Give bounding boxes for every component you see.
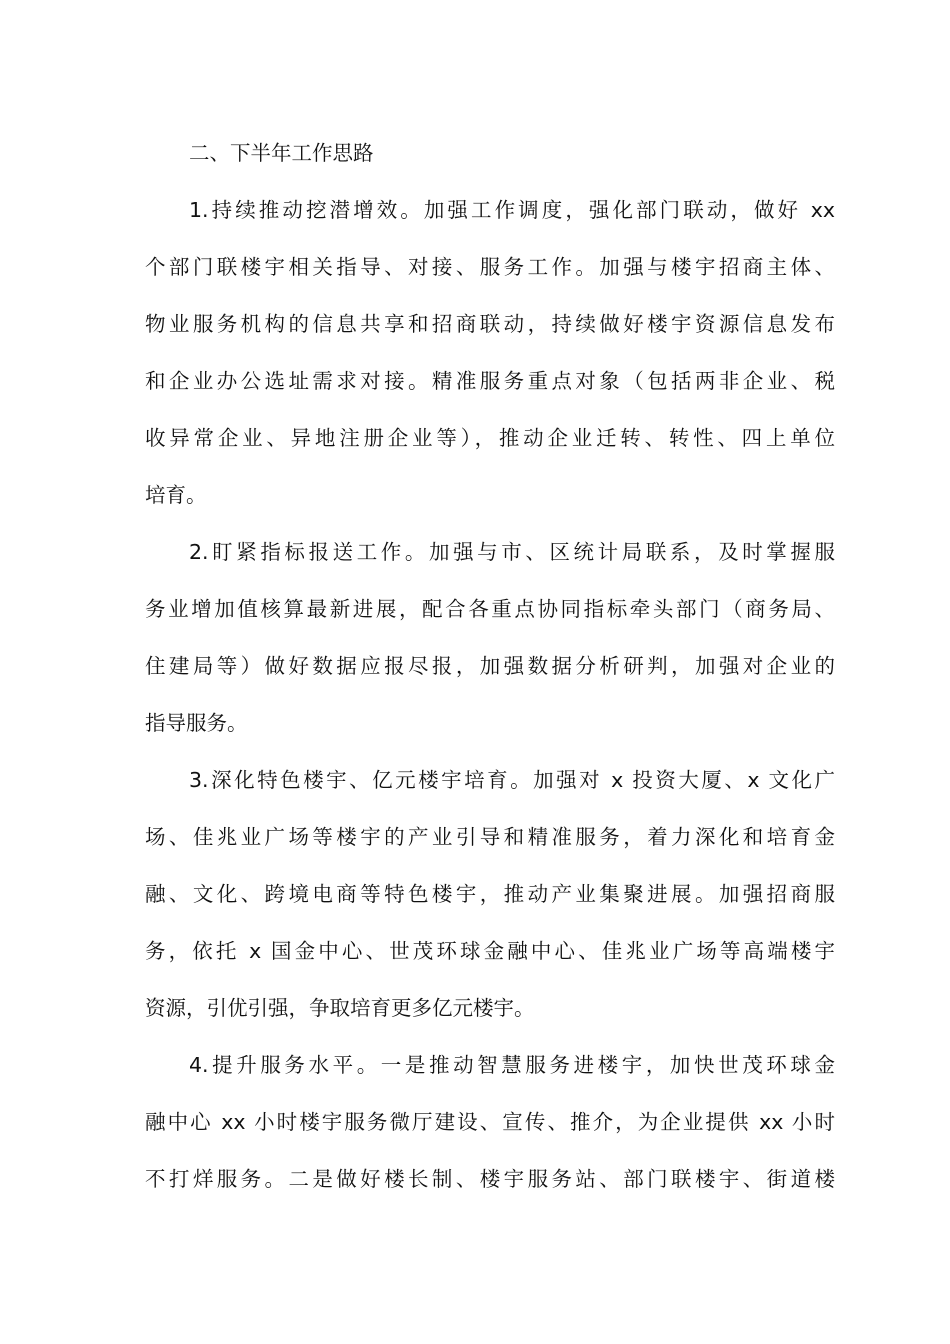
paragraph-3-line-1: 3.深化特色楼宇、亿元楼宇培育。加强对 x 投资大厦、x 文化广 <box>189 768 835 792</box>
paragraph-4-line-1: 4.提升服务水平。一是推动智慧服务进楼宇，加快世茂环球金 <box>189 1053 835 1077</box>
paragraph-4-line-3: 不打烊服务。二是做好楼长制、楼宇服务站、部门联楼宇、街道楼 <box>145 1167 835 1191</box>
paragraph-4-line-2: 融中心 xx 小时楼宇服务微厅建设、宣传、推介，为企业提供 xx 小时 <box>145 1110 835 1134</box>
paragraph-1-line-6: 培育。 <box>145 483 207 507</box>
paragraph-1-line-1: 1.持续推动挖潜增效。加强工作调度，强化部门联动，做好 xx <box>189 198 835 222</box>
paragraph-2-line-1: 2.盯紧指标报送工作。加强与市、区统计局联系，及时掌握服 <box>189 540 835 564</box>
paragraph-3-line-5: 资源，引优引强，争取培育更多亿元楼宇。 <box>145 996 535 1020</box>
paragraph-3-line-2: 场、佳兆业广场等楼宇的产业引导和精准服务，着力深化和培育金 <box>145 825 835 849</box>
paragraph-2-line-4: 指导服务。 <box>145 711 248 735</box>
paragraph-1-line-2: 个部门联楼宇相关指导、对接、服务工作。加强与楼宇招商主体、 <box>145 255 835 279</box>
section-heading: 二、下半年工作思路 <box>189 141 374 165</box>
paragraph-3-line-4: 务，依托 x 国金中心、世茂环球金融中心、佳兆业广场等高端楼宇 <box>145 939 835 963</box>
paragraph-2-line-2: 务业增加值核算最新进展，配合各重点协同指标牵头部门（商务局、 <box>145 597 835 621</box>
paragraph-2-line-3: 住建局等）做好数据应报尽报，加强数据分析研判，加强对企业的 <box>145 654 835 678</box>
paragraph-1-line-4: 和企业办公选址需求对接。精准服务重点对象（包括两非企业、税 <box>145 369 835 393</box>
paragraph-1-line-3: 物业服务机构的信息共享和招商联动，持续做好楼宇资源信息发布 <box>145 312 835 336</box>
paragraph-1-line-5: 收异常企业、异地注册企业等），推动企业迁转、转性、四上单位 <box>145 426 835 450</box>
paragraph-3-line-3: 融、文化、跨境电商等特色楼宇，推动产业集聚进展。加强招商服 <box>145 882 835 906</box>
